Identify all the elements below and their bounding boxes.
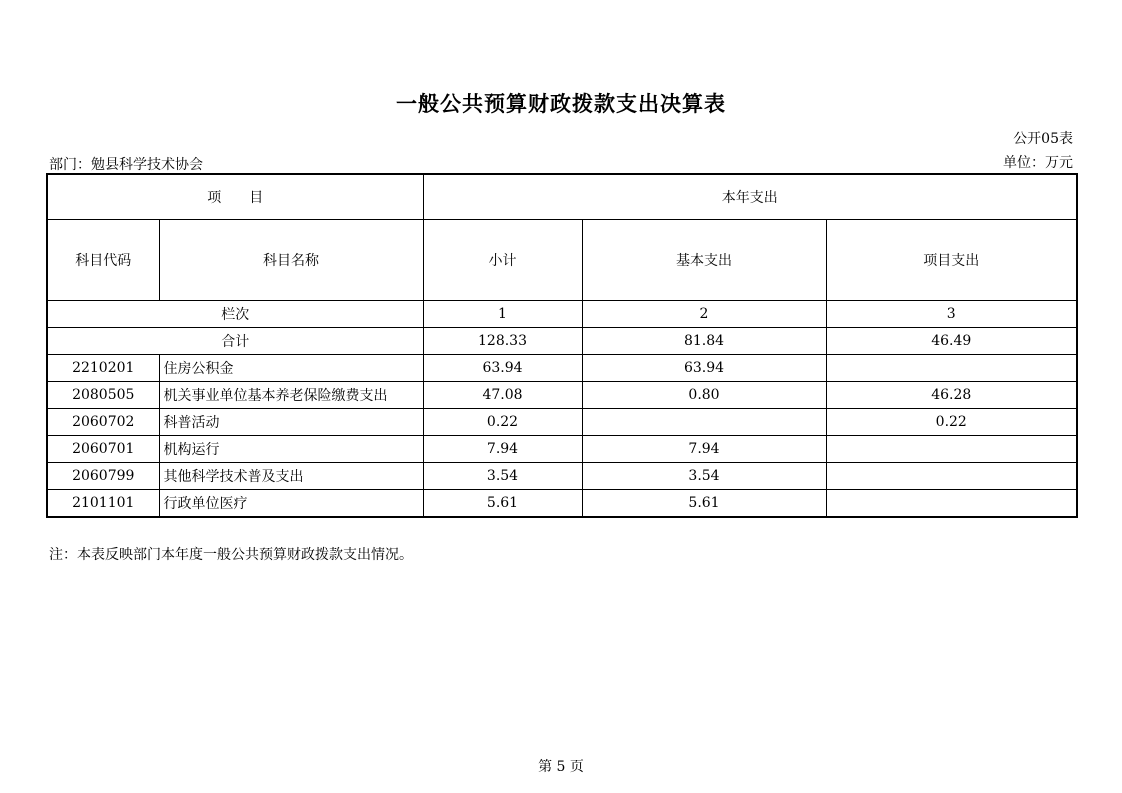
total-row xyxy=(47,328,1077,355)
page-number: 第 5 页 xyxy=(538,759,584,775)
row-subtotal: 47.08 xyxy=(423,382,582,409)
table-row xyxy=(47,463,1077,490)
column-index-1: 1 xyxy=(423,301,582,328)
header-current-year-expense: 本年支出 xyxy=(423,174,1077,220)
table-row xyxy=(47,382,1077,409)
header-row-2 xyxy=(47,220,1077,301)
page-title: 一般公共预算财政拨款支出决算表 xyxy=(396,91,726,116)
row-basic: 63.94 xyxy=(582,355,826,382)
row-code: 2210201 xyxy=(47,355,159,382)
row-subtotal: 3.54 xyxy=(423,463,582,490)
row-project xyxy=(826,355,1077,382)
row-basic: 0.80 xyxy=(582,382,826,409)
column-index-2: 2 xyxy=(582,301,826,328)
row-project xyxy=(826,436,1077,463)
row-code: 2080505 xyxy=(47,382,159,409)
total-subtotal: 128.33 xyxy=(423,328,582,355)
row-name: 科普活动 xyxy=(159,409,423,436)
department-label: 部门：勉县科学技术协会 xyxy=(49,157,203,173)
table-row xyxy=(47,409,1077,436)
row-name: 其他科学技术普及支出 xyxy=(159,463,423,490)
row-basic xyxy=(582,409,826,436)
header-subtotal: 小计 xyxy=(423,220,582,301)
total-basic: 81.84 xyxy=(582,328,826,355)
row-code: 2060702 xyxy=(47,409,159,436)
header-row-1 xyxy=(47,174,1077,220)
row-code: 2101101 xyxy=(47,490,159,518)
row-subtotal: 0.22 xyxy=(423,409,582,436)
row-name: 行政单位医疗 xyxy=(159,490,423,518)
row-name: 住房公积金 xyxy=(159,355,423,382)
form-code: 公开05表 xyxy=(1013,131,1073,147)
header-project: 项 目 xyxy=(47,174,423,220)
table-row xyxy=(47,355,1077,382)
row-basic: 3.54 xyxy=(582,463,826,490)
header-code: 科目代码 xyxy=(47,220,159,301)
row-subtotal: 63.94 xyxy=(423,355,582,382)
row-subtotal: 7.94 xyxy=(423,436,582,463)
table-row xyxy=(47,490,1077,518)
column-index-3: 3 xyxy=(826,301,1077,328)
row-subtotal: 5.61 xyxy=(423,490,582,518)
row-name: 机关事业单位基本养老保险缴费支出 xyxy=(159,382,423,409)
header-basic: 基本支出 xyxy=(582,220,826,301)
column-index-row xyxy=(47,301,1077,328)
expense-table xyxy=(46,173,1078,518)
unit-label: 单位：万元 xyxy=(1003,155,1073,171)
header-name: 科目名称 xyxy=(159,220,423,301)
row-project xyxy=(826,463,1077,490)
row-project: 46.28 xyxy=(826,382,1077,409)
row-name: 机构运行 xyxy=(159,436,423,463)
row-code: 2060799 xyxy=(47,463,159,490)
column-index-label: 栏次 xyxy=(47,301,423,328)
total-project: 46.49 xyxy=(826,328,1077,355)
row-code: 2060701 xyxy=(47,436,159,463)
total-label: 合计 xyxy=(47,328,423,355)
row-basic: 5.61 xyxy=(582,490,826,518)
table-note: 注：本表反映部门本年度一般公共预算财政拨款支出情况。 xyxy=(49,547,413,563)
header-project-expense: 项目支出 xyxy=(826,220,1077,301)
table-row xyxy=(47,436,1077,463)
row-project xyxy=(826,490,1077,518)
row-basic: 7.94 xyxy=(582,436,826,463)
row-project: 0.22 xyxy=(826,409,1077,436)
